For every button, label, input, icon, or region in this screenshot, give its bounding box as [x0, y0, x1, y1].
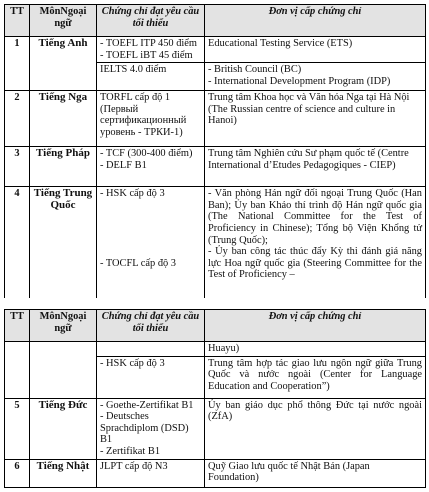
certificate-cell: - HSK cấp độ 3 - TOCFL cấp độ 3 — [97, 187, 205, 305]
table-row — [5, 37, 426, 63]
row-number: 6 — [5, 459, 30, 487]
table-row — [5, 459, 426, 487]
table-row — [5, 342, 426, 357]
certificate-cell: IELTS 4.0 điểm — [97, 63, 205, 91]
issuer-cell: - British Council (BC) - International Development Program (IDP) — [205, 63, 426, 91]
certificate-cell: - HSK cấp độ 3 — [97, 356, 205, 398]
table-header-row — [5, 5, 426, 37]
page-break — [0, 298, 429, 309]
row-number: 1 — [5, 37, 30, 91]
language-name: Tiếng Nhật — [30, 459, 97, 487]
issuer-cell: Educational Testing Service (ETS) — [205, 37, 426, 63]
header-language: MônNgoại ngữ — [30, 310, 97, 342]
language-name — [30, 342, 97, 399]
issuer-cell: Trung tâm hợp tác giao lưu ngôn ngữ giữa Trung Quốc và nước ngoài (Center for Language Education and Cooperation”) — [205, 356, 426, 398]
header-tt: TT — [5, 310, 30, 342]
certificate-cell — [97, 342, 205, 357]
issuer-cell: Huayu) — [205, 342, 426, 357]
table-row — [5, 147, 426, 187]
certificate-cell: - TOEFL ITP 450 điểm - TOEFL iBT 45 điểm — [97, 37, 205, 63]
certificate-cell: JLPT cấp độ N3 — [97, 459, 205, 487]
row-number: 4 — [5, 187, 30, 305]
certificate-cell: TORFL cấp độ 1 (Первый сертификационный уровень - ТРКИ-1) — [97, 91, 205, 147]
language-name: Tiếng Pháp — [30, 147, 97, 187]
table-row — [5, 398, 426, 459]
header-language: MônNgoại ngữ — [30, 5, 97, 37]
header-certificate: Chứng chỉ đạt yêu cầu tối thiểu — [97, 310, 205, 342]
header-issuer: Đơn vị cấp chứng chỉ — [205, 5, 426, 37]
table-row — [5, 187, 426, 305]
language-name: Tiếng Nga — [30, 91, 97, 147]
issuer-cell: Quỹ Giao lưu quốc tế Nhật Bản (Japan Foundation) — [205, 459, 426, 487]
row-number: 3 — [5, 147, 30, 187]
certificate-cell: - Goethe-Zertifikat B1 - Deutsches Sprachdiplom (DSD) B1 - Zertifikat B1 — [97, 398, 205, 459]
header-tt: TT — [5, 5, 30, 37]
table-row — [5, 91, 426, 147]
certificate-table-part-1 — [4, 4, 426, 305]
table-header-row — [5, 310, 426, 342]
language-name: Tiếng Trung Quốc — [30, 187, 97, 305]
certificate-cell: - TCF (300-400 điểm) - DELF B1 — [97, 147, 205, 187]
language-name: Tiếng Anh — [30, 37, 97, 91]
header-issuer: Đơn vị cấp chứng chỉ — [205, 310, 426, 342]
issuer-cell: Ủy ban giáo dục phổ thông Đức tại nước ngoài (ZfA) — [205, 398, 426, 459]
row-number: 2 — [5, 91, 30, 147]
certificate-table-part-2 — [4, 309, 426, 488]
row-number: 5 — [5, 398, 30, 459]
row-number — [5, 342, 30, 399]
issuer-cell: Trung tâm Nghiên cứu Sư phạm quốc tế (Centre International d’Etudes Pedagogiques - CIEP) — [205, 147, 426, 187]
language-name: Tiếng Đức — [30, 398, 97, 459]
issuer-cell: - Văn phòng Hán ngữ đối ngoại Trung Quốc (Han Ban); Ủy ban Khảo thí trình độ Hán ngữ quốc gia (The National Committee for the Test of Proficiency in Chinese); Tổng bộ Viện Khổng tử (Trung Quốc); - Ủy ban công tác thúc đẩy Kỳ thi đánh giá năng lực Hoa ngữ quốc gia (Steering Committee for the Test of Proficiency – — [205, 187, 426, 305]
header-certificate: Chứng chỉ đạt yêu cầu tối thiểu — [97, 5, 205, 37]
issuer-cell: Trung tâm Khoa học và Văn hóa Nga tại Hà Nội (The Russian centre of science and culture in Hanoi) — [205, 91, 426, 147]
